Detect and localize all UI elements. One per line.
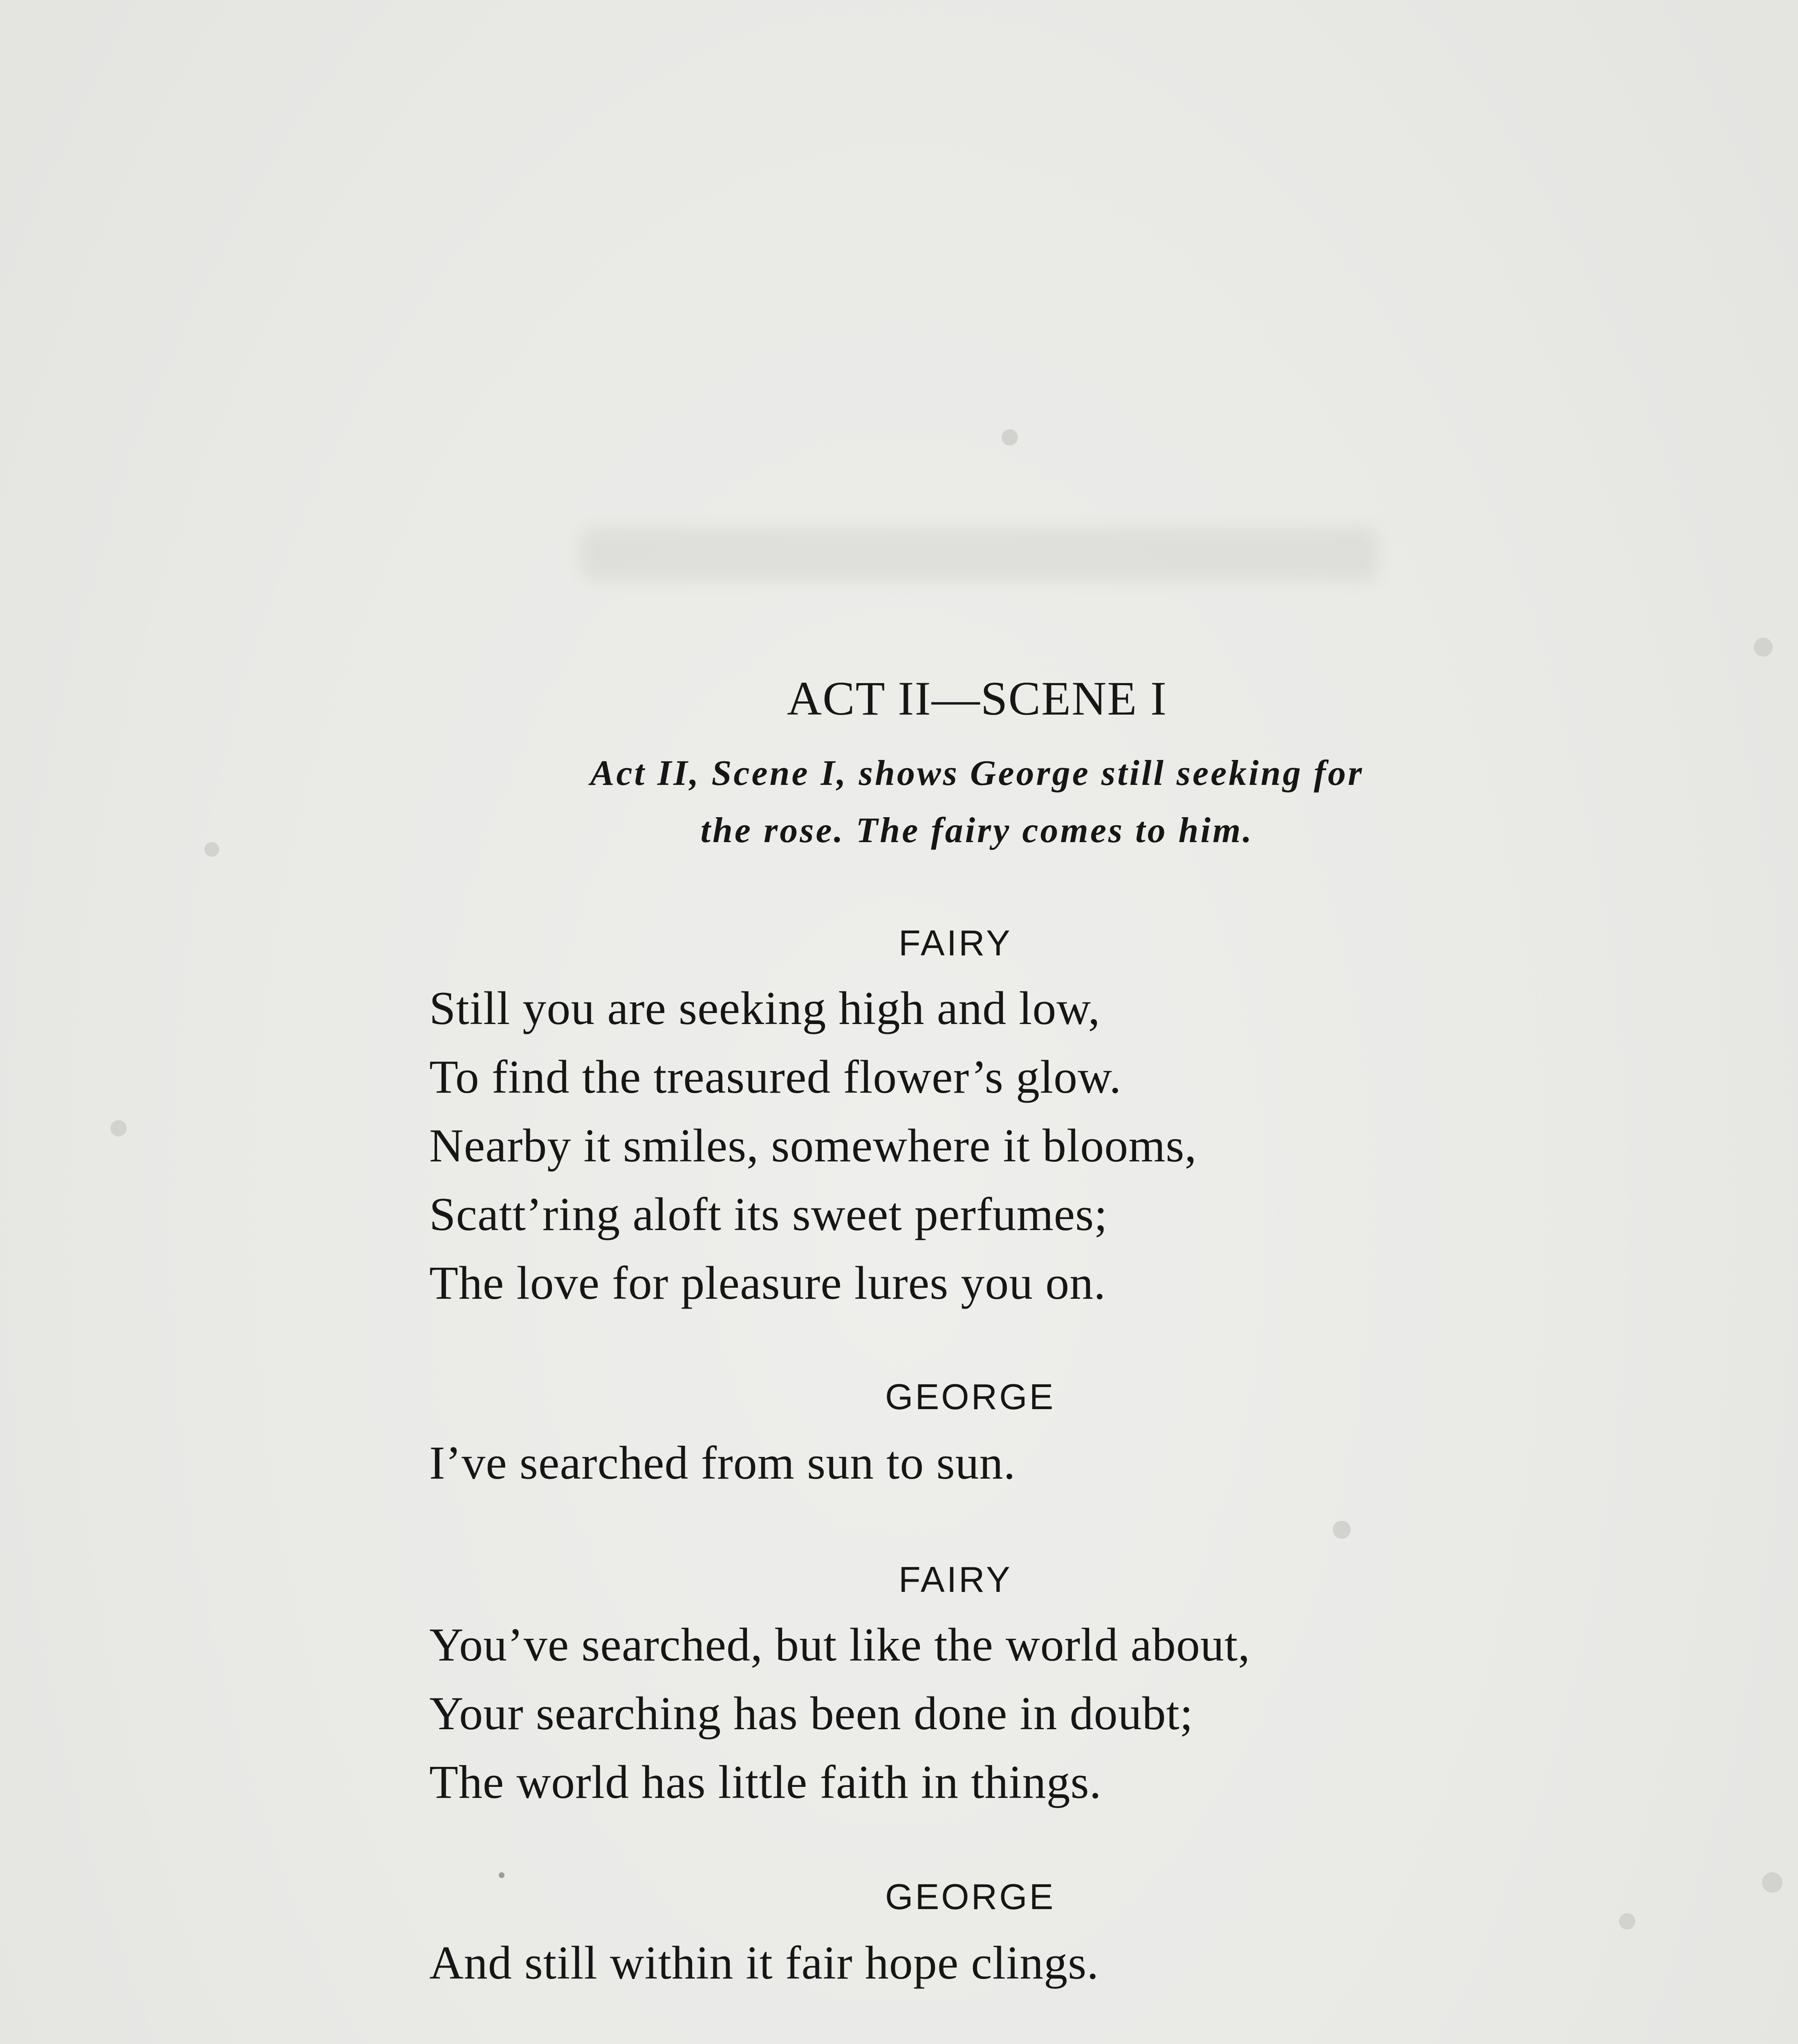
verse-line: Nearby it smiles, somewhere it blooms, (429, 1120, 1197, 1172)
paper-speck (204, 842, 219, 857)
paper-speck (110, 1120, 127, 1136)
verse-line: And still within it fair hope clings. (429, 1937, 1099, 1989)
stage-direction-line: the rose. The fairy comes to him. (700, 811, 1254, 850)
verse-line: To find the treasured flower’s glow. (429, 1051, 1122, 1103)
paper-speck (1333, 1521, 1351, 1539)
paper-speck (1754, 638, 1773, 657)
speaker-name: FAIRY (899, 1559, 1012, 1600)
verse-line: The love for pleasure lures you on. (429, 1257, 1106, 1309)
speaker-name: FAIRY (899, 923, 1012, 963)
paper-speck (1762, 1872, 1782, 1893)
verse-block (429, 1429, 1016, 1497)
paper-speck (499, 1872, 504, 1878)
scene-heading: ACT II—SCENE I (787, 672, 1168, 725)
verse-block (429, 1929, 1099, 1997)
speaker-name: GEORGE (885, 1876, 1056, 1917)
stage-direction (425, 745, 1529, 859)
verse-block (429, 1611, 1250, 1817)
speaker-name: GEORGE (885, 1376, 1056, 1417)
stage-direction-line: Act II, Scene I, shows George still seeking for (590, 753, 1364, 793)
bleed-through-shadow (581, 527, 1378, 580)
verse-line: Your searching has been done in doubt; (429, 1688, 1194, 1740)
verse-line: Still you are seeking high and low, (429, 982, 1101, 1035)
verse-line: Scatt’ring aloft its sweet perfumes; (429, 1188, 1108, 1241)
verse-block (429, 974, 1197, 1318)
verse-line: I’ve searched from sun to sun. (429, 1437, 1016, 1489)
paper-speck (1002, 429, 1018, 446)
verse-line: The world has little faith in things. (429, 1756, 1102, 1809)
verse-line: You’ve searched, but like the world about, (429, 1619, 1251, 1671)
paper-speck (1619, 1913, 1635, 1930)
